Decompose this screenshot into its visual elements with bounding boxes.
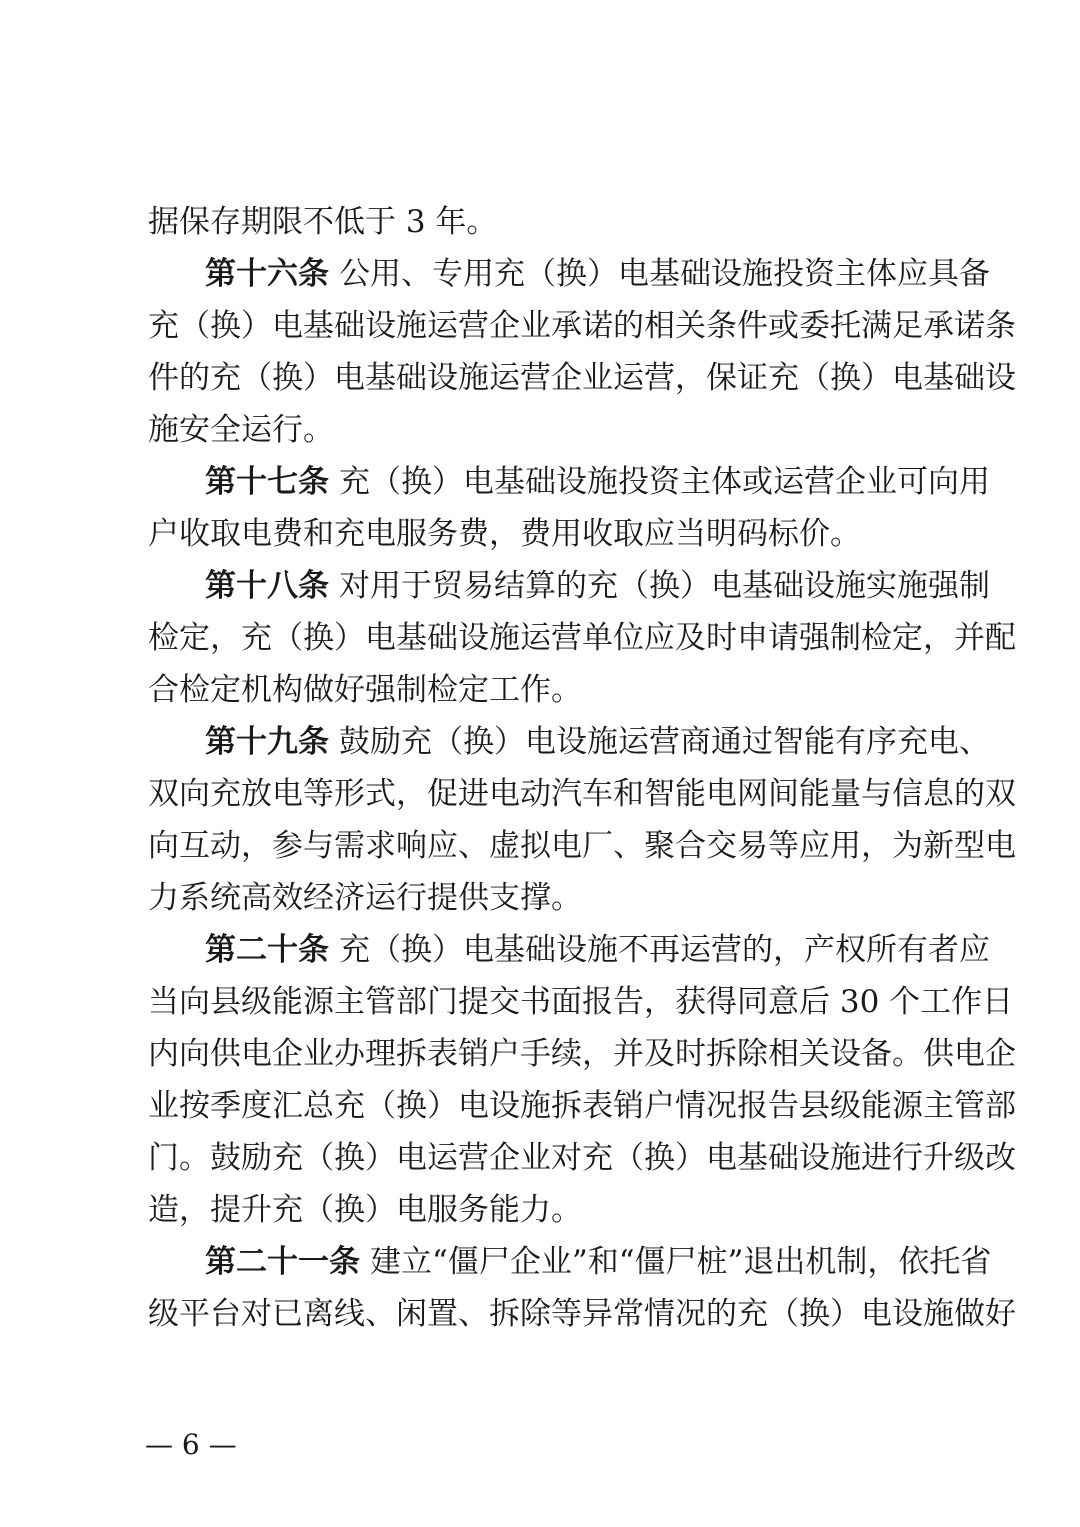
carryover-line xyxy=(0,196,1080,248)
article-21-text: 级平台对已离线、闲置、拆除等异常情况的充（换）电设施做好 xyxy=(148,1296,1016,1332)
article-20-line-3 xyxy=(0,1028,1080,1080)
article-16-text: 公用、专用充（换）电基础设施投资主体应具备 xyxy=(339,256,990,292)
article-20-line-2 xyxy=(0,976,1080,1028)
article-16-text: 施安全运行。 xyxy=(148,412,334,448)
article-20-text: 内向供电企业办理拆表销户手续，并及时拆除相关设备。供电企 xyxy=(148,1036,1016,1072)
article-21-text: 建立“僵尸企业”和“僵尸桩”退出机制，依托省 xyxy=(370,1244,992,1280)
article-18-line-1 xyxy=(0,560,1080,612)
article-19-line-3 xyxy=(0,820,1080,872)
article-21-line-1 xyxy=(0,1236,1080,1288)
article-20-text: 造，提升充（换）电服务能力。 xyxy=(148,1192,582,1228)
article-19-text: 向互动，参与需求响应、虚拟电厂、聚合交易等应用，为新型电 xyxy=(148,828,1016,864)
article-18-text: 对用于贸易结算的充（换）电基础设施实施强制 xyxy=(339,568,990,604)
article-20-text: 业按季度汇总充（换）电设施拆表销户情况报告县级能源主管部 xyxy=(148,1088,1016,1124)
article-19-text: 力系统高效经济运行提供支撑。 xyxy=(148,880,582,916)
page-number: — 6 — xyxy=(145,1428,237,1461)
article-20-line-1 xyxy=(0,924,1080,976)
article-20-label: 第二十条 xyxy=(205,932,329,968)
article-16-line-2 xyxy=(0,300,1080,352)
article-21-line-2 xyxy=(0,1288,1080,1340)
article-20-text: 门。鼓励充（换）电运营企业对充（换）电基础设施进行升级改 xyxy=(148,1140,1016,1176)
article-20-line-4 xyxy=(0,1080,1080,1132)
article-16-text: 件的充（换）电基础设施运营企业运营，保证充（换）电基础设 xyxy=(148,360,1016,396)
article-17-line-2 xyxy=(0,508,1080,560)
article-17-text: 户收取电费和充电服务费，费用收取应当明码标价。 xyxy=(148,516,861,552)
article-19-line-1 xyxy=(0,716,1080,768)
article-17-text: 充（换）电基础设施投资主体或运营企业可向用 xyxy=(339,464,990,500)
article-16-label: 第十六条 xyxy=(205,256,329,292)
article-18-label: 第十八条 xyxy=(205,568,329,604)
article-19-label: 第十九条 xyxy=(205,724,329,760)
article-16-line-3 xyxy=(0,352,1080,404)
article-18-line-2 xyxy=(0,612,1080,664)
article-20-text: 当向县级能源主管部门提交书面报告，获得同意后 30 个工作日 xyxy=(148,984,1014,1020)
article-18-text: 合检定机构做好强制检定工作。 xyxy=(148,672,582,708)
article-19-text: 鼓励充（换）电设施运营商通过智能有序充电、 xyxy=(339,724,990,760)
article-20-line-6 xyxy=(0,1184,1080,1236)
article-16-text: 充（换）电基础设施运营企业承诺的相关条件或委托满足承诺条 xyxy=(148,308,1016,344)
carryover-text: 据保存期限不低于 3 年。 xyxy=(148,204,498,240)
article-19-line-4 xyxy=(0,872,1080,924)
article-17-label: 第十七条 xyxy=(205,464,329,500)
article-16-line-1 xyxy=(0,248,1080,300)
article-19-text: 双向充放电等形式，促进电动汽车和智能电网间能量与信息的双 xyxy=(148,776,1016,812)
article-16-line-4 xyxy=(0,404,1080,456)
article-20-text: 充（换）电基础设施不再运营的，产权所有者应 xyxy=(339,932,990,968)
article-20-line-5 xyxy=(0,1132,1080,1184)
article-19-line-2 xyxy=(0,768,1080,820)
article-17-line-1 xyxy=(0,456,1080,508)
article-18-text: 检定，充（换）电基础设施运营单位应及时申请强制检定，并配 xyxy=(148,620,1016,656)
article-18-line-3 xyxy=(0,664,1080,716)
article-21-label: 第二十一条 xyxy=(205,1244,360,1280)
